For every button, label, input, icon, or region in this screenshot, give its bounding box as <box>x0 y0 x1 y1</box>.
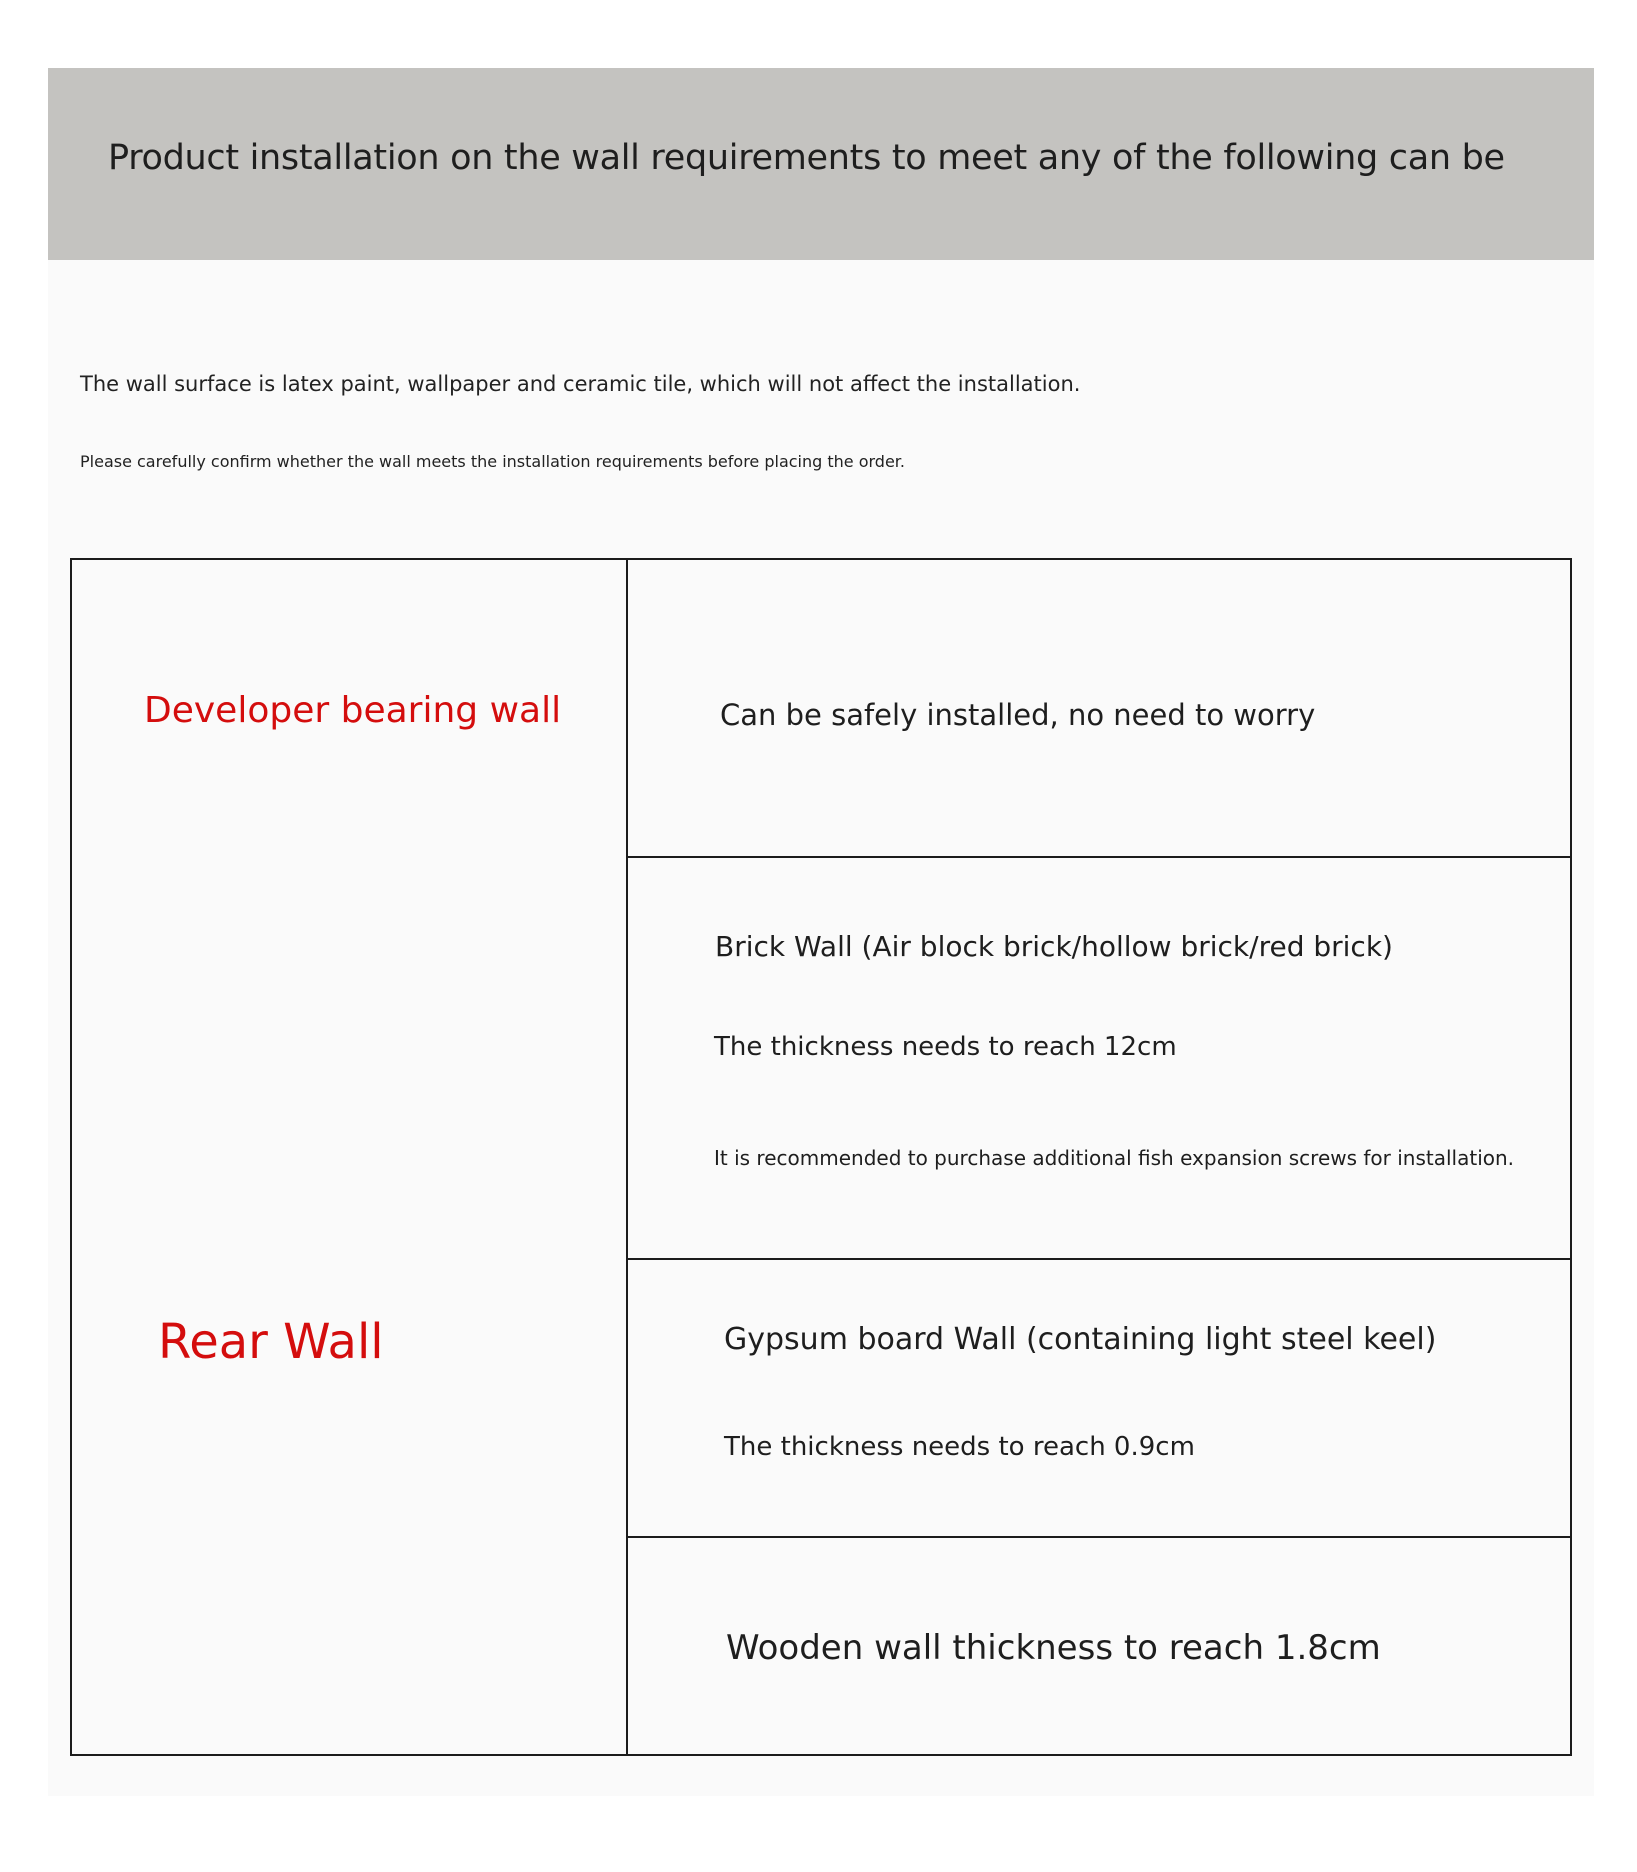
row-brick-wall-recommendation: It is recommended to purchase additional fish expansion screws for installation. <box>714 1146 1515 1170</box>
row-gypsum-wall-thickness: The thickness needs to reach 0.9cm <box>724 1432 1195 1462</box>
row-safe-install-text: Can be safely installed, no need to worry <box>720 698 1316 732</box>
table-row-divider <box>626 1258 1572 1260</box>
confirm-note: Please carefully confirm whether the wall meets the installation requirements before placing the order. <box>80 452 905 471</box>
rear-wall-label: Rear Wall <box>158 1314 384 1370</box>
row-wooden-wall-text: Wooden wall thickness to reach 1.8cm <box>726 1628 1381 1668</box>
row-brick-wall-title: Brick Wall (Air block brick/hollow brick/red brick) <box>715 930 1393 963</box>
row-gypsum-wall-title: Gypsum board Wall (containing light steel keel) <box>724 1322 1437 1357</box>
row-brick-wall-thickness: The thickness needs to reach 12cm <box>714 1032 1177 1062</box>
bearing-wall-label: Developer bearing wall <box>144 690 562 731</box>
table-column-divider <box>626 558 628 1756</box>
table-row-divider <box>626 856 1572 858</box>
table-row-divider <box>626 1536 1572 1538</box>
page-title: Product installation on the wall requirements to meet any of the following can be <box>108 138 1505 178</box>
wall-surface-note: The wall surface is latex paint, wallpaper and ceramic tile, which will not affect the installation. <box>80 372 1081 396</box>
